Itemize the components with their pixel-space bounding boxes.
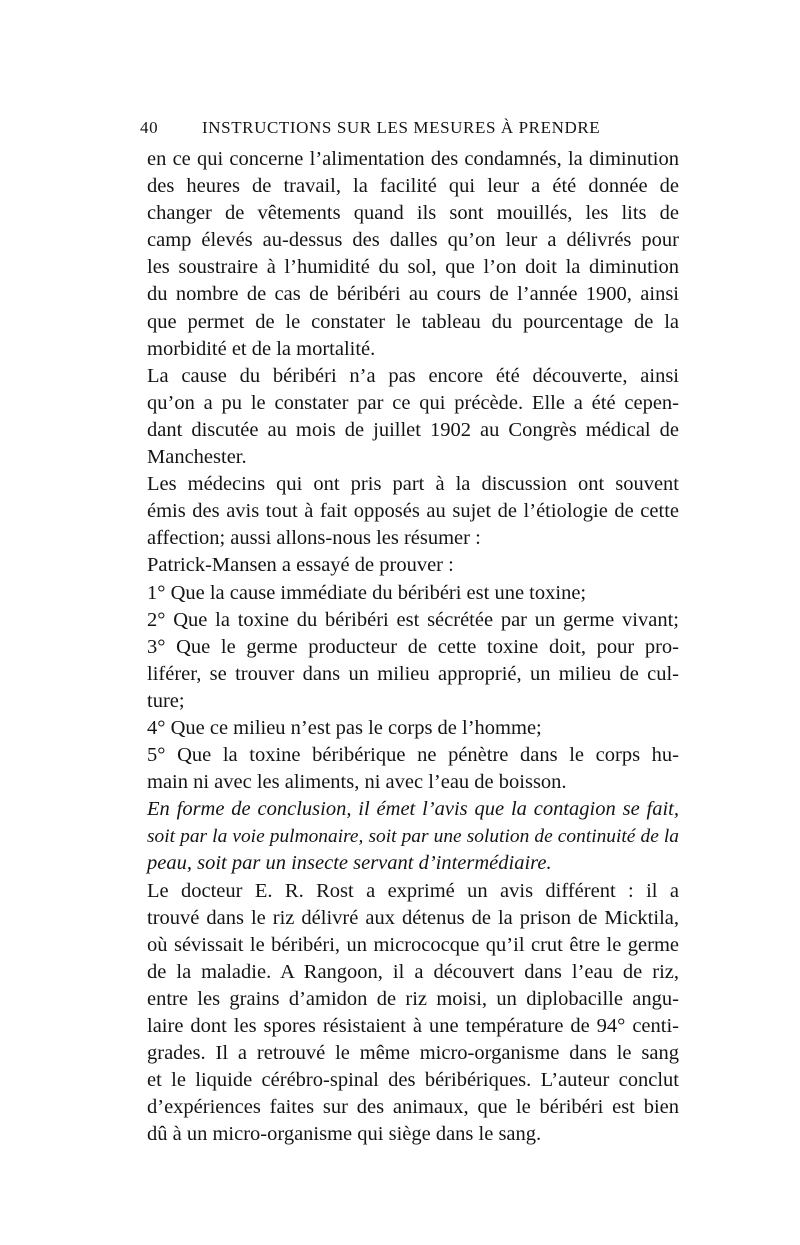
- text-line: dant discutée au mois de juillet 1902 au Congrès médical de: [147, 418, 679, 441]
- text-line: 3° Que le germe producteur de cette toxine doit, pour pro-: [147, 635, 679, 658]
- running-head-title: INSTRUCTIONS SUR LES MESURES À PRENDRE: [202, 118, 601, 137]
- text-line: Manchester.: [147, 446, 247, 469]
- text-line: 4° Que ce milieu n’est pas le corps de l’homme;: [147, 716, 542, 739]
- text-line: où sévissait le béribéri, un micrococque qu’il crut être le germe: [147, 933, 679, 956]
- text-line: grades. Il a retrouvé le même micro-organisme dans le sang: [147, 1042, 679, 1065]
- text-line: que permet de le constater le tableau du pourcentage de la: [147, 310, 679, 333]
- text-line: en ce qui concerne l’alimentation des condamnés, la diminution: [147, 148, 679, 170]
- page-number: 40: [140, 118, 159, 137]
- body-text: [147, 146, 679, 1148]
- text-line: peau, soit par un insecte servant d’intermédiaire.: [147, 852, 552, 875]
- text-line: des heures de travail, la facilité qui leur a été donnée de: [147, 175, 679, 198]
- text-line: affection; aussi allons-nous les résumer :: [147, 527, 481, 550]
- text-line: Le docteur E. R. Rost a exprimé un avis différent : il a: [147, 879, 679, 902]
- text-line: changer de vêtements quand ils sont mouillés, les lits de: [147, 202, 679, 225]
- text-line: d’expériences faites sur des animaux, que le béribéri est bien: [147, 1096, 679, 1119]
- text-line: qu’on a pu le constater par ce qui précède. Elle a été cepen-: [147, 391, 679, 414]
- text-line: liférer, se trouver dans un milieu approprié, un milieu de cul-: [147, 662, 679, 685]
- text-line: et le liquide cérébro-spinal des béribériques. L’auteur conclut: [147, 1069, 679, 1092]
- text-line: main ni avec les aliments, ni avec l’eau de boisson.: [147, 771, 567, 794]
- text-line: camp élevés au-dessus des dalles qu’on leur a délivrés pour: [147, 229, 679, 252]
- text-line: morbidité et de la mortalité.: [147, 337, 376, 360]
- text-line: 2° Que la toxine du béribéri est sécrétée par un germe vivant;: [147, 608, 679, 631]
- text-line: de la maladie. A Rangoon, il a découvert dans l’eau de riz,: [147, 960, 679, 983]
- text-line: soit par la voie pulmonaire, soit par une solution de continuité de la: [147, 826, 679, 848]
- text-line: 1° Que la cause immédiate du béribéri est une toxine;: [147, 581, 587, 604]
- text-line: ture;: [147, 689, 185, 712]
- running-head: [140, 116, 660, 140]
- text-line: les soustraire à l’humidité du sol, que l’on doit la diminution: [147, 256, 679, 279]
- text-line: entre les grains d’amidon de riz moisi, un diplobacille angu-: [147, 987, 679, 1010]
- text-line: laire dont les spores résistaient à une température de 94° centi-: [147, 1015, 679, 1037]
- text-line: trouvé dans le riz délivré aux détenus de la prison de Micktila,: [147, 906, 679, 929]
- text-line: émis des avis tout à fait opposés au sujet de l’étiologie de cette: [147, 500, 679, 523]
- text-line: du nombre de cas de béribéri au cours de l’année 1900, ainsi: [147, 283, 679, 306]
- text-line: En forme de conclusion, il émet l’avis que la contagion se fait,: [147, 798, 679, 821]
- text-line: dû à un micro-organisme qui siège dans le sang.: [147, 1123, 542, 1146]
- text-line: 5° Que la toxine béribérique ne pénètre dans le corps hu-: [147, 744, 679, 767]
- text-line: La cause du béribéri n’a pas encore été découverte, ainsi: [147, 364, 679, 387]
- text-line: Les médecins qui ont pris part à la discussion ont souvent: [147, 473, 679, 496]
- text-line: Patrick-Mansen a essayé de prouver :: [147, 554, 454, 577]
